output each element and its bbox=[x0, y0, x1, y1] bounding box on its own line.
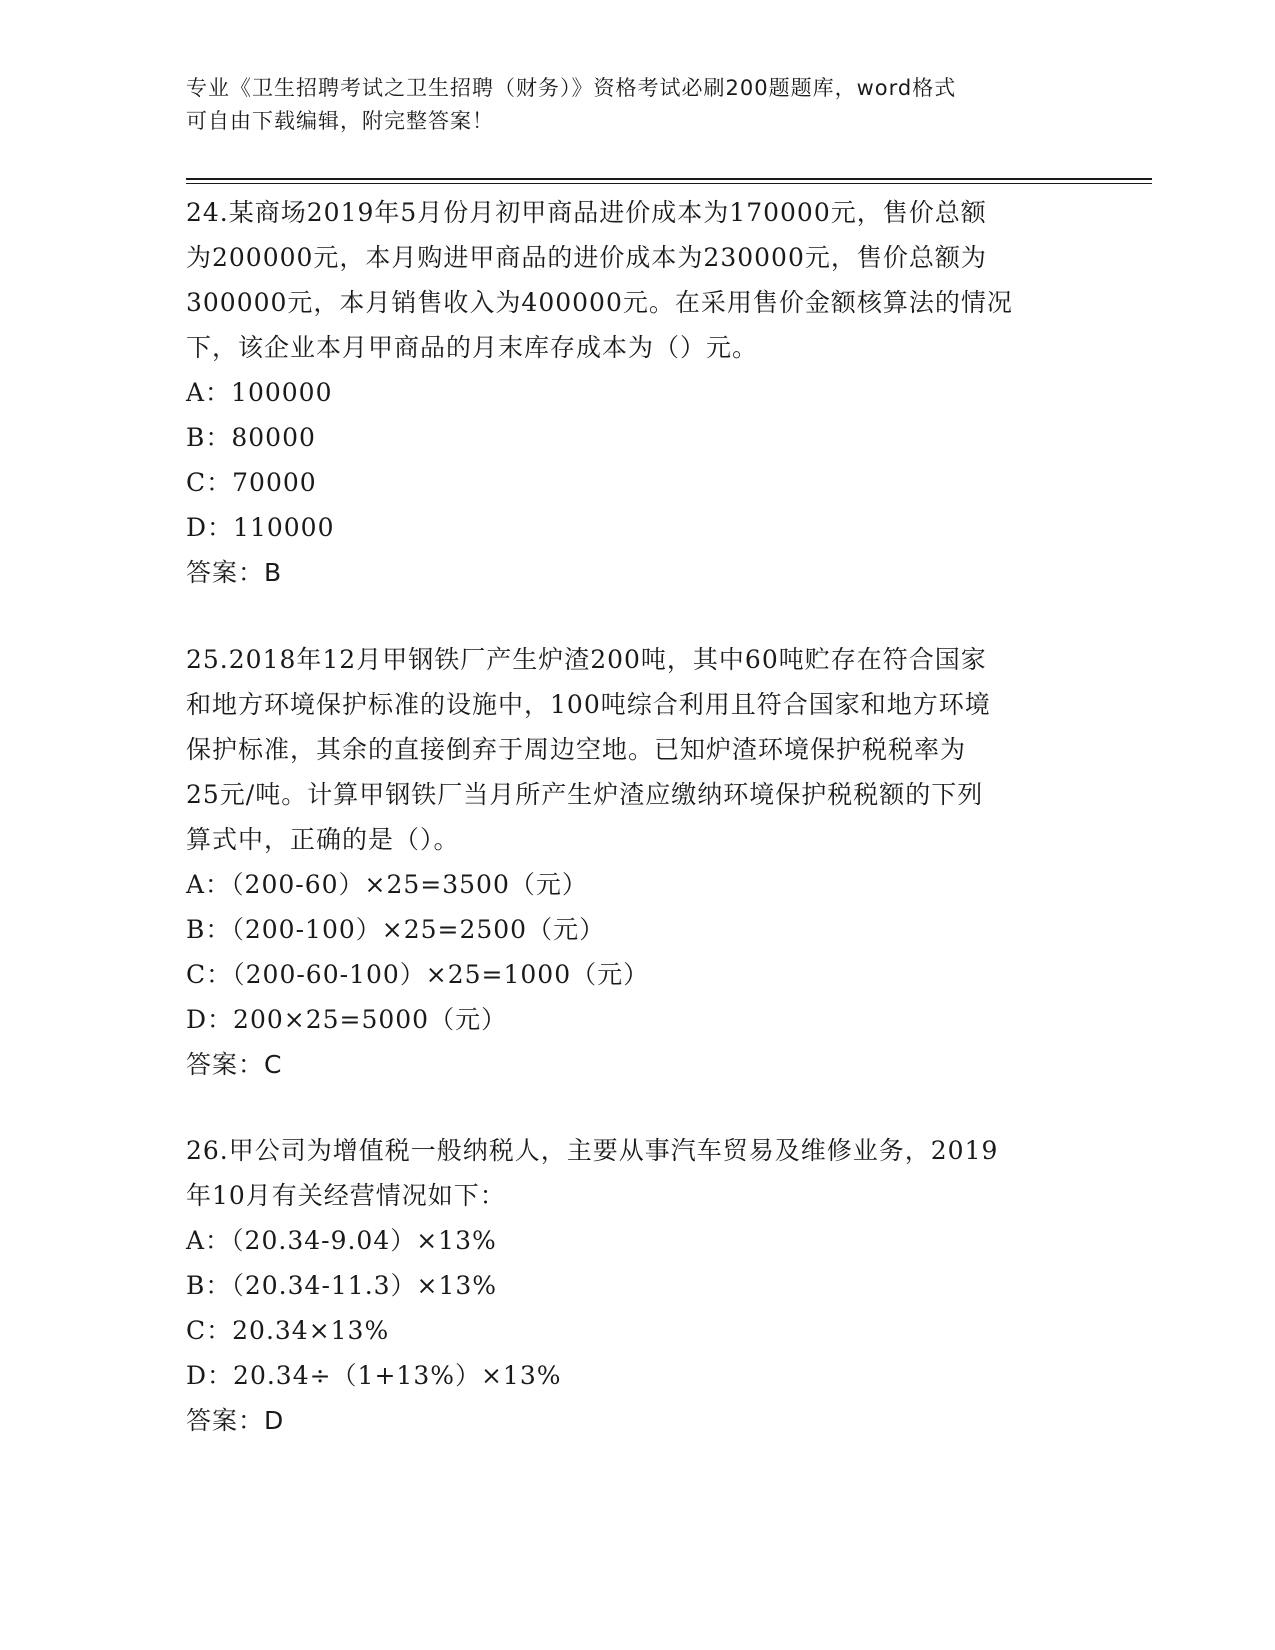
question-text-line: 下，该企业本月甲商品的月末库存成本为（）元。 bbox=[186, 333, 759, 362]
question-24 bbox=[186, 190, 1086, 596]
question-spacer bbox=[186, 596, 1086, 637]
question-text-line: 算式中，正确的是（）。 bbox=[186, 825, 460, 854]
question-25 bbox=[186, 637, 1086, 1088]
question-spacer bbox=[186, 1088, 1086, 1128]
question-text-line: 24.某商场2019年5月份月初甲商品进价成本为170000元，售价总额 bbox=[186, 198, 987, 227]
option-a: A：100000 bbox=[186, 378, 333, 407]
question-text-line: 为200000元，本月购进甲商品的进价成本为230000元，售价总额为 bbox=[186, 243, 987, 272]
option-b: B：（20.34-11.3）×13% bbox=[186, 1271, 498, 1300]
question-text-line: 保护标准，其余的直接倒弃于周边空地。已知炉渣环境保护税税率为 bbox=[186, 735, 967, 764]
document-header bbox=[186, 72, 1086, 138]
question-text-line: 26.甲公司为增值税一般纳税人，主要从事汽车贸易及维修业务，2019 bbox=[186, 1136, 999, 1165]
option-c: C：20.34×13% bbox=[186, 1316, 390, 1345]
option-a: A：（20.34-9.04）×13% bbox=[186, 1226, 497, 1255]
question-text-line: 和地方环境保护标准的设施中，100吨综合利用且符合国家和地方环境 bbox=[186, 690, 991, 719]
header-title-line-2: 可自由下载编辑，附完整答案！ bbox=[186, 109, 494, 133]
option-d: D：200×25=5000（元） bbox=[186, 1005, 508, 1034]
option-c: C：（200-60-100）×25=1000（元） bbox=[186, 960, 650, 989]
question-list bbox=[186, 190, 1086, 1444]
answer-line: 答案：C bbox=[186, 1050, 283, 1079]
option-c: C：70000 bbox=[186, 468, 317, 497]
question-text-line: 25元/吨。计算甲钢铁厂当月所产生炉渣应缴纳环境保护税税额的下列 bbox=[186, 780, 984, 809]
option-d: D：110000 bbox=[186, 513, 335, 542]
header-title-line-1: 专业《卫生招聘考试之卫生招聘（财务）》资格考试必刷200题题库，word格式 bbox=[186, 76, 957, 100]
question-26 bbox=[186, 1128, 1086, 1444]
header-divider-thick bbox=[186, 178, 1152, 180]
option-d: D：20.34÷（1+13%）×13% bbox=[186, 1361, 562, 1390]
option-a: A：（200-60）×25=3500（元） bbox=[186, 870, 588, 899]
question-text-line: 300000元，本月销售收入为400000元。在采用售价金额核算法的情况 bbox=[186, 288, 1013, 317]
question-text-line: 年10月有关经营情况如下： bbox=[186, 1181, 506, 1210]
option-b: B：80000 bbox=[186, 423, 316, 452]
answer-line: 答案：B bbox=[186, 558, 283, 587]
header-divider-thin bbox=[186, 183, 1152, 184]
question-text-line: 25.2018年12月甲钢铁厂产生炉渣200吨，其中60吨贮存在符合国家 bbox=[186, 645, 987, 674]
option-b: B：（200-100）×25=2500（元） bbox=[186, 915, 606, 944]
answer-line: 答案：D bbox=[186, 1406, 285, 1435]
